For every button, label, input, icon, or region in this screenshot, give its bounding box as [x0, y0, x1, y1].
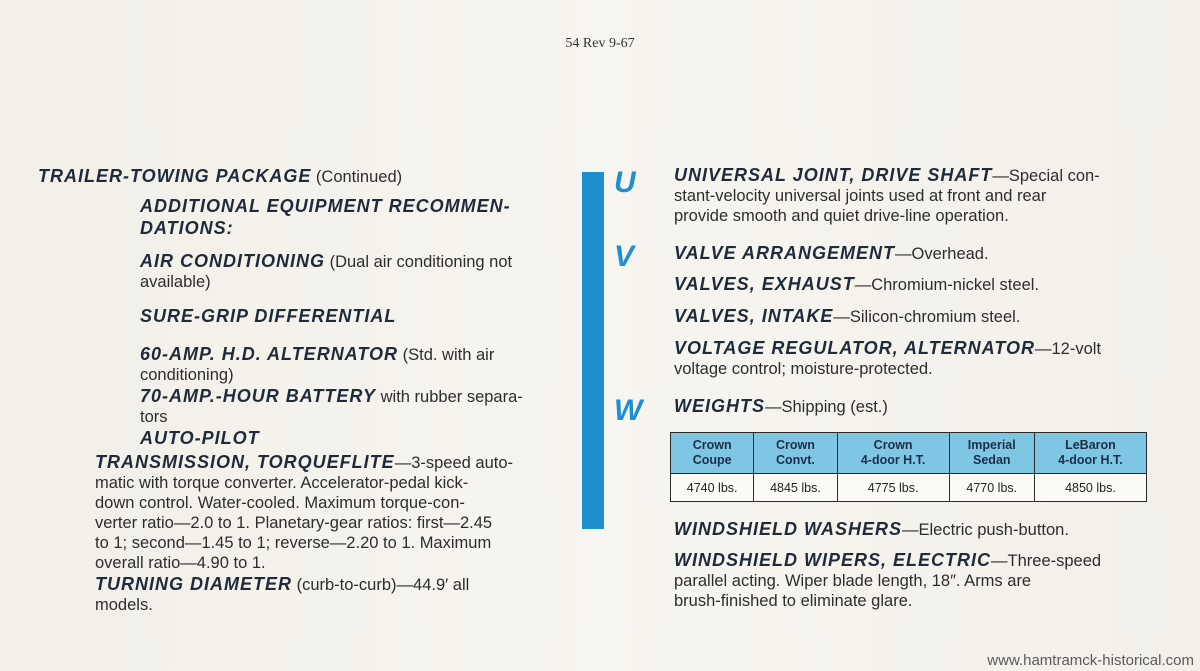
voltage-regulator-item	[674, 338, 1150, 379]
trailer-towing-title: TRAILER-TOWING PACKAGE	[38, 166, 312, 186]
valve-arrangement-text: —Overhead.	[895, 245, 989, 263]
weights-col-imperial-sedan	[949, 433, 1034, 474]
valves-intake-text: —Silicon-chromium steel.	[833, 308, 1021, 326]
transmission-line-5: overall ratio—4.90 to 1.	[95, 554, 266, 572]
header-line-1: Imperial	[967, 438, 1016, 452]
weights-col-lebaron-4door	[1034, 433, 1146, 474]
weight-cell: 4845 lbs.	[754, 474, 837, 502]
header-line-1: LeBaron	[1065, 438, 1116, 452]
auto-pilot-title: AUTO-PILOT	[140, 428, 260, 448]
windshield-wipers-title: WINDSHIELD WIPERS, ELECTRIC	[674, 550, 992, 570]
valve-arrangement-title: VALVE ARRANGEMENT	[674, 243, 896, 263]
valves-intake-title: VALVES, INTAKE	[674, 306, 834, 326]
weights-col-crown-4door	[837, 433, 949, 474]
battery-text-1: with rubber separa-	[376, 388, 523, 406]
section-letter-w: W	[614, 394, 643, 427]
transmission-line-1: matic with torque converter. Accelerator-pedal kick-	[95, 474, 469, 492]
weight-cell: 4740 lbs.	[671, 474, 754, 502]
sure-grip-item	[140, 306, 573, 327]
alternator-title: 60-AMP. H.D. ALTERNATOR	[140, 344, 399, 364]
turning-diameter-item	[95, 574, 573, 615]
windshield-washers-item	[674, 519, 1150, 540]
universal-joint-title: UNIVERSAL JOINT, DRIVE SHAFT	[674, 165, 993, 185]
header-line-2: Sedan	[973, 453, 1011, 467]
header-line-1: Crown	[873, 438, 913, 452]
alternator-text-1: (Std. with air	[398, 346, 495, 364]
valves-exhaust-text: —Chromium-nickel steel.	[854, 276, 1039, 294]
additional-line-1: ADDITIONAL EQUIPMENT RECOMMEN-	[140, 196, 511, 216]
windshield-wipers-text-2: parallel acting. Wiper blade length, 18″. Arms are	[674, 572, 1032, 590]
transmission-line-4: to 1; second—1.45 to 1; reverse—2.20 to 1. Maximum	[95, 534, 492, 552]
universal-joint-text-2: stant-velocity universal joints used at front and rear	[674, 187, 1047, 205]
windshield-wipers-text-3: brush-finished to eliminate glare.	[674, 592, 913, 610]
voltage-regulator-text-2: voltage control; moisture-protected.	[674, 360, 933, 378]
header-line-2: Coupe	[692, 453, 732, 467]
header-line-2: 4-door H.T.	[1058, 453, 1123, 467]
valve-arrangement-item	[674, 243, 1150, 264]
air-conditioning-text-1: (Dual air conditioning not	[325, 253, 513, 271]
auto-pilot-item	[140, 428, 573, 449]
valves-intake-item	[674, 306, 1150, 327]
alternator-item	[140, 344, 573, 385]
windshield-washers-title: WINDSHIELD WASHERS	[674, 519, 903, 539]
trailer-towing-suffix: (Continued)	[311, 168, 403, 186]
header-line-2: Convt.	[776, 453, 815, 467]
air-conditioning-text-2: available)	[140, 273, 211, 291]
transmission-text-1: —3-speed auto-	[394, 454, 514, 472]
windshield-washers-text: —Electric push-button.	[902, 521, 1069, 539]
turning-diameter-text-1: (curb-to-curb)—44.9′ all	[292, 576, 470, 594]
header-line-1: Crown	[776, 438, 815, 452]
watermark: www.hamtramck-historical.com	[987, 652, 1194, 669]
weights-text: —Shipping (est.)	[765, 398, 888, 416]
voltage-regulator-text-1: —12-volt	[1035, 340, 1102, 358]
weight-cell: 4850 lbs.	[1034, 474, 1146, 502]
battery-item	[140, 386, 573, 427]
page-number: 54 Rev 9-67	[565, 36, 635, 51]
weight-cell: 4775 lbs.	[837, 474, 949, 502]
valves-exhaust-title: VALVES, EXHAUST	[674, 274, 855, 294]
additional-equipment-heading	[140, 195, 573, 239]
air-conditioning-title: AIR CONDITIONING	[140, 251, 325, 271]
transmission-line-3: verter ratio—2.0 to 1. Planetary-gear ratios: first—2.45	[95, 514, 493, 532]
section-letter-u: U	[614, 166, 636, 199]
weights-title: WEIGHTS	[674, 396, 765, 416]
alternator-text-2: conditioning)	[140, 366, 234, 384]
battery-text-2: tors	[140, 408, 168, 426]
transmission-item	[95, 452, 573, 573]
weights-table-header-row	[671, 433, 1147, 474]
section-letter-v: V	[614, 240, 635, 273]
section-divider-bar	[582, 172, 604, 529]
weights-table	[670, 432, 1147, 502]
air-conditioning-item	[140, 251, 573, 292]
battery-title: 70-AMP.-HOUR BATTERY	[140, 386, 377, 406]
sure-grip-title: SURE-GRIP DIFFERENTIAL	[140, 306, 397, 326]
voltage-regulator-title: VOLTAGE REGULATOR, ALTERNATOR	[674, 338, 1035, 358]
windshield-wipers-text-1: —Three-speed	[991, 552, 1102, 570]
weights-col-crown-convt	[754, 433, 837, 474]
header-line-1: Crown	[692, 438, 732, 452]
header-line-2: 4-door H.T.	[860, 453, 926, 467]
weights-table-row	[671, 474, 1147, 502]
transmission-title: TRANSMISSION, TORQUEFLITE	[95, 452, 395, 472]
universal-joint-text-1: —Special con-	[992, 167, 1100, 185]
windshield-wipers-item	[674, 550, 1150, 611]
valves-exhaust-item	[674, 274, 1150, 295]
universal-joint-text-3: provide smooth and quiet drive-line operation.	[674, 207, 1009, 225]
weight-cell: 4770 lbs.	[949, 474, 1034, 502]
weights-col-crown-coupe	[671, 433, 754, 474]
universal-joint-item	[674, 165, 1150, 226]
weights-item	[674, 396, 1150, 417]
turning-diameter-text-2: models.	[95, 596, 153, 614]
turning-diameter-title: TURNING DIAMETER	[95, 574, 292, 594]
additional-line-2: DATIONS:	[140, 218, 234, 238]
trailer-towing-heading	[38, 166, 573, 187]
transmission-line-2: down control. Water-cooled. Maximum torque-con-	[95, 494, 465, 512]
